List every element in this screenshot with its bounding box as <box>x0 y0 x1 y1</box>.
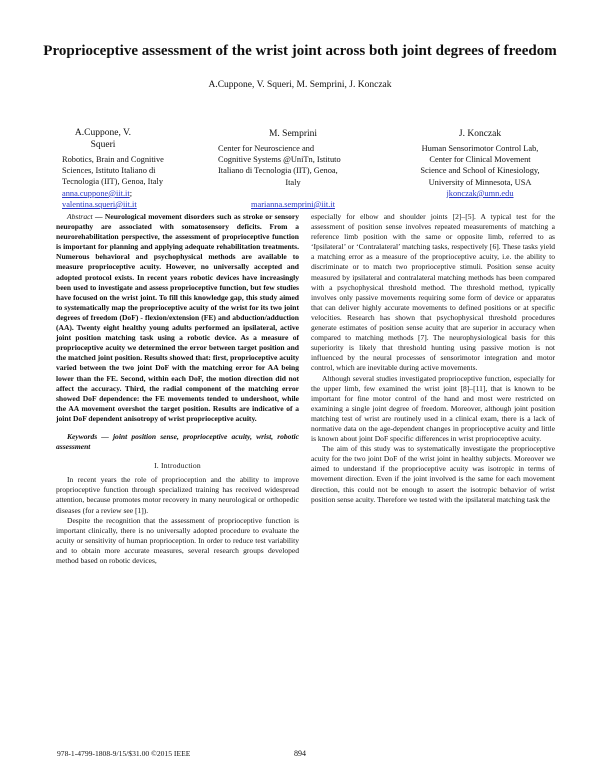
email-link[interactable]: anna.cuppone@iit.it <box>62 188 130 198</box>
abstract-lead: Abstract <box>67 212 93 221</box>
email-link[interactable]: marianna.semprini@iit.it <box>251 199 335 209</box>
intro-paragraph: Despite the recognition that the assessment of proprioceptive function is important clinically, there is no universally adopted procedure to evaluate the acuity or sensitivity of human proprioception. In order to reduce test variability and to obtain more accurate measures, several research groups developed method based on robotic devices, <box>56 515 299 565</box>
abstract-body: — Neurological movement disorders such as stroke or sensory neuropathy are associated with somatosensory deficits. From a neurorehabilitation perspective, the assessment of proprioceptive function is important for planning and applying adequate rehabilitation treatments. Numerous behavioral and psychophysical methods are available to measure proprioceptive acuity. However, no universally accepted and adopted protocol exists. In recent years robotic devices have increasingly been used to investigate and assess proprioceptive function, but few studies have focused on the wrist joint. To fill this knowledge gap, this study aimed to systematically map the proprioceptive acuity of the wrist for its two joint degrees of freedom (DoF) - flexion/extension (FE) and abduction/adduction (AA). Twenty eight healthy young adults performed an ipsilateral, active joint position matching task using a robotic device. As a measure of proprioceptive acuity we determined the error between target position and the matched joint position. Results showed that: first, proprioceptive acuity varied between the two joint DoF with the matching error for AA being lower than the FE. Second, within each DoF, the motion direction did not affect the accuracy. Third, the radial component of the matching error showed DoF dependence: the FE movements tended to undershoot, while the AA movement overshot the target position. Results are indicative of a joint DoF dependent anisotropy of wrist proprioceptive acuity. <box>56 212 299 423</box>
affiliation-line: Tecnologia (IIT), Genoa, Italy <box>62 177 164 187</box>
intro-paragraph: The aim of this study was to systematically investigate the proprioceptive acuity for the two joint DoF of the wrist joint in healthy subjects. Moreover we aimed to understand if the proprioceptive acuity was isotropic in terms of movement direction. Even if the joint involved is the same for each movement direction, this could not be enough to assert the isotropic behavior of wrist position sense acuity. Therefore we tested with the ipsilateral matching task the <box>311 444 555 504</box>
affiliation-line: Cognitive Systems @UniTn, Istituto <box>218 155 341 165</box>
affiliation-line: Center for Neuroscience and <box>218 144 315 153</box>
email-link[interactable]: valentina.squeri@iit.it <box>62 199 137 209</box>
paper-title: Proprioceptive assessment of the wrist joint across both joint degrees of freedom <box>43 43 557 59</box>
author-line: A.Cuppone, V. Squeri, M. Semprini, J. Konczak <box>208 80 392 90</box>
affiliation-line: Italy <box>285 177 301 187</box>
section-heading-introduction: I. Introduction <box>154 461 201 471</box>
copyright-notice: 978-1-4799-1808-9/15/$31.00 ©2015 IEEE <box>57 749 191 758</box>
affiliation-line: Sciences, Istituto Italiano di <box>62 166 156 176</box>
left-column <box>56 212 299 566</box>
affiliation-semprini <box>218 128 368 210</box>
affiliation-line: Robotics, Brain and Cognitive <box>62 155 164 164</box>
affiliation-line: University of Minnesota, USA <box>428 177 532 187</box>
affiliation-line: Center for Clinical Movement <box>429 155 531 165</box>
affiliation-names: J. Konczak <box>458 129 502 139</box>
email-separator: ; <box>129 188 133 198</box>
affiliation-line: Science and School of Kinesiology, <box>420 166 540 176</box>
intro-paragraph: especially for elbow and shoulder joints [2]–[5]. A typical test for the assessment of position sense involves repeated measurements of matching a reference limb position with the same or opposite limb, referred to as ‘Ipsilateral’ or ‘Contralateral’ matching tasks, respectively [6]. These tasks yield a matching error as a measure of the proprioceptive acuity, i.e. the ability to discriminate or to match two proprioceptive stimuli. Position sense acuity measured by ipsilateral and contralateral matching methods has been compared with a psychophysical threshold method. The threshold method, typically involves only passive movements requiring some form of device or apparatus that can deliver highly accurate movements to defined positions or at specific velocities. Research has shown that psychophysical threshold procedures generate estimates of position sense acuity that are superior in accuracy when compared to matching methods [7]. The neurophysiological basis for this superiority is likely that threshold hunting using passive motion is not influenced by the neural processes of sensorimotor integration and motor control, which are inevitable during active movements. <box>311 212 555 373</box>
affiliation-line: Italiano di Tecnologia (IIT), Genoa, <box>218 166 338 176</box>
intro-paragraph: In recent years the role of proprioception and the ability to improve proprioceptive function through specialized training has received widespread attention, because promotes motor recovery in many neurological or orthopedic diseases (for a review see [1]). <box>56 475 299 515</box>
affiliation-konczak <box>400 128 560 199</box>
page-number: 894 <box>294 749 306 758</box>
affiliation-names: M. Semprini <box>268 129 318 139</box>
email-link[interactable]: jkonczak@umn.edu <box>446 188 514 198</box>
keywords: Keywords — joint position sense, proprioceptive acuity, wrist, robotic assessment <box>56 431 299 452</box>
affiliation-cuppone-squeri <box>62 127 202 210</box>
affiliation-names: A.Cuppone, V. Squeri <box>74 128 132 150</box>
affiliation-line: Human Sensorimotor Control Lab, <box>421 144 539 153</box>
right-column <box>311 212 555 505</box>
intro-paragraph: Although several studies investigated proprioceptive function, especially for the upper limb, few examined the wrist joint [8]–[11], that is known to be important for fine motor control of the hand and most were restricted on examining a single joint degree of freedom. Moreover, although joint position matching test of wrist are routinely used in a clinical exam, there is a lack of normative data on the age-dependent changes in proprioceptive acuity and little is known about joint DoF specific differences in wrist proprioceptive acuity. <box>311 373 555 444</box>
abstract <box>56 212 299 424</box>
